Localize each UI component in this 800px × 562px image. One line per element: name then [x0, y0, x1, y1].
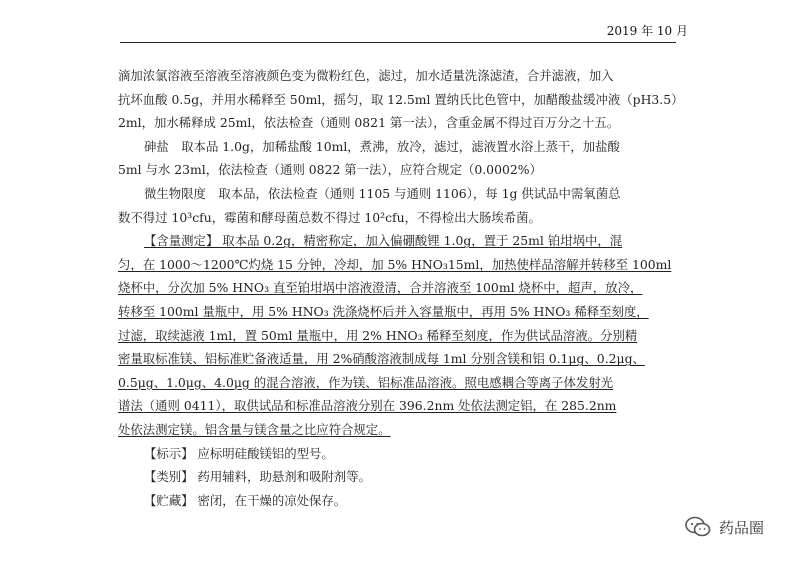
arsenic-line-2: 5ml 与水 23ml，依法检查（通则 0822 第一法），应符合规定（0.0002%）: [118, 162, 542, 178]
assay-line-9: 处依法测定镁。铝含量与镁含量之比应符合规定。: [118, 421, 391, 437]
header-divider: [120, 42, 676, 43]
microbial-line-2: 数不得过 10³cfu，霉菌和酵母菌总数不得过 10²cfu，不得检出大肠埃希菌。: [118, 209, 541, 225]
assay-line-3: 烧杯中，分次加 5% HNO₃ 直至铂坩埚中溶液澄清，合并溶液至 100ml 烧杯中，超声，放冷，: [118, 280, 643, 296]
wechat-account-name: 药品圈: [718, 518, 764, 537]
labeling-line: 【标示】 应标明硅酸镁铝的型号。: [144, 445, 334, 461]
body-line-1: 滴加浓氯溶液至溶液至溶液颜色变为微粉红色，滤过，加水适量洗涤滤渣，合并滤液，加入: [118, 68, 614, 83]
body-line-2: 抗坏血酸 0.5g，并用水稀释至 50ml，摇匀，取 12.5ml 置纳氏比色管中，加醋酸盐缓冲液（pH3.5）: [118, 91, 684, 107]
assay-line-5: 过滤，取续滤液 1ml，置 50ml 量瓶中，用 2% HNO₃ 稀释至刻度，作为供试品溶液。分别精: [118, 327, 638, 343]
assay-line-4: 转移至 100ml 量瓶中，用 5% HNO₃ 洗涤烧杯后并入容量瓶中，再用 5% HNO₃ 稀释至刻度，: [118, 303, 649, 319]
wechat-account-badge: [685, 516, 764, 538]
assay-line-8: 谱法（通则 0411），取供试品和标准品溶液分别在 396.2nm 处依法测定铝，在 285.2nm: [118, 398, 617, 414]
assay-line-7: 0.5μg、1.0μg、4.0μg 的混合溶液，作为镁、铝标准品溶液。照电感耦合等离子体发射光: [118, 374, 614, 390]
storage-line: 【贮藏】 密闭，在干燥的凉处保存。: [144, 492, 347, 508]
microbial-line-1: 微生物限度 取本品，依法检查（通则 1105 与通则 1106），每 1g 供试品中需氧菌总: [144, 185, 621, 201]
assay-line-1: 【含量测定】 取本品 0.2g，精密称定，加入偏硼酸锂 1.0g，置于 25ml 铂坩埚中，混: [144, 233, 623, 249]
body-line-3: 2ml，加水稀释成 25ml，依法检查（通则 0821 第一法），含重金属不得过百万分之十五。: [118, 115, 620, 131]
category-line: 【类别】 药用辅料，助悬剂和吸附剂等。: [144, 469, 371, 485]
document-body: [118, 64, 684, 512]
arsenic-line-1: 砷盐 取本品 1.0g，加稀盐酸 10ml，煮沸，放冷，滤过，滤液置水浴上蒸干，加盐酸: [144, 138, 620, 154]
wechat-icon: [685, 516, 711, 538]
header-date: 2019 年 10 月: [606, 24, 688, 38]
assay-line-2: 匀，在 1000～1200℃灼烧 15 分钟，冷却，加 5% HNO₃15ml，加热使样品溶解并转移至 100ml: [118, 256, 672, 272]
assay-line-6: 密量取标准镁、铝标准贮备液适量，用 2%硝酸溶液制成每 1ml 分别含镁和铝 0.1μg、0.2μg、: [118, 351, 645, 367]
